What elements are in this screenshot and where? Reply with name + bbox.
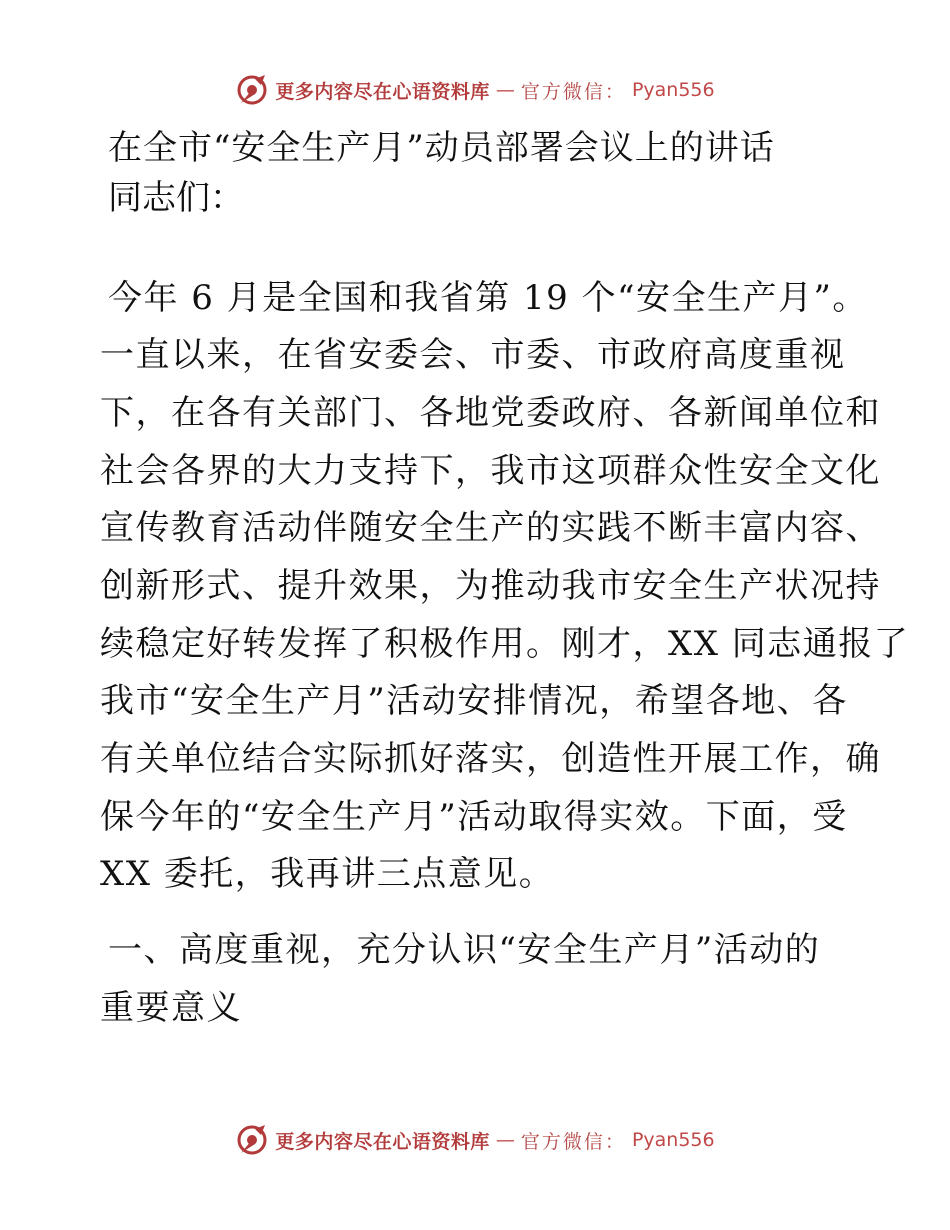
watermark-wechat-label: 官方微信： — [520, 1130, 626, 1153]
paragraph-line: 下，在各有关部门、各地党委政府、各新闻单位和 — [100, 393, 881, 433]
pen-logo-icon — [235, 73, 269, 107]
watermark-text: 更多内容尽在心语资料库 — [275, 1130, 490, 1153]
paragraph-line: 宣传教育活动伴随安全生产的实践不断丰富内容、 — [100, 508, 881, 548]
paragraph-line: 创新形式、提升效果，为推动我市安全生产状况持 — [100, 566, 881, 606]
paragraph-line: 续稳定好转发挥了积极作用。刚才，XX 同志通报了 — [100, 624, 910, 664]
paragraph-line: 保今年的“安全生产月”活动取得实效。下面，受 — [100, 797, 848, 837]
paragraph-line: 有关单位结合实际抓好落实，创造性开展工作，确 — [100, 739, 881, 779]
paragraph-line: XX 委托，我再讲三点意见。 — [100, 854, 555, 894]
footer-watermark — [0, 1120, 950, 1160]
section-heading-line: 重要意义 — [100, 988, 242, 1028]
watermark-separator: — — [495, 79, 515, 101]
paragraph-line: 一直以来，在省安委会、市委、市政府高度重视 — [100, 335, 846, 375]
watermark-separator: — — [495, 1129, 515, 1151]
document-title: 在全市“安全生产月”动员部署会议上的讲话 — [108, 128, 775, 168]
watermark-wechat-id: Pyan556 — [631, 79, 715, 101]
watermark-text: 更多内容尽在心语资料库 — [275, 80, 490, 103]
section-heading-line: 一、高度重视，充分认识“安全生产月”活动的 — [108, 930, 821, 970]
paragraph-line: 社会各界的大力支持下，我市这项群众性安全文化 — [100, 451, 881, 491]
watermark-wechat-id: Pyan556 — [631, 1129, 715, 1151]
paragraph-line: 我市“安全生产月”活动安排情况，希望各地、各 — [100, 681, 848, 721]
greeting: 同志们： — [108, 178, 244, 218]
pen-logo-icon — [235, 1123, 269, 1157]
watermark-wechat-label: 官方微信： — [520, 80, 626, 103]
paragraph-line: 今年 6 月是全国和我省第 19 个“安全生产月”。 — [108, 278, 868, 318]
header-watermark — [0, 70, 950, 110]
